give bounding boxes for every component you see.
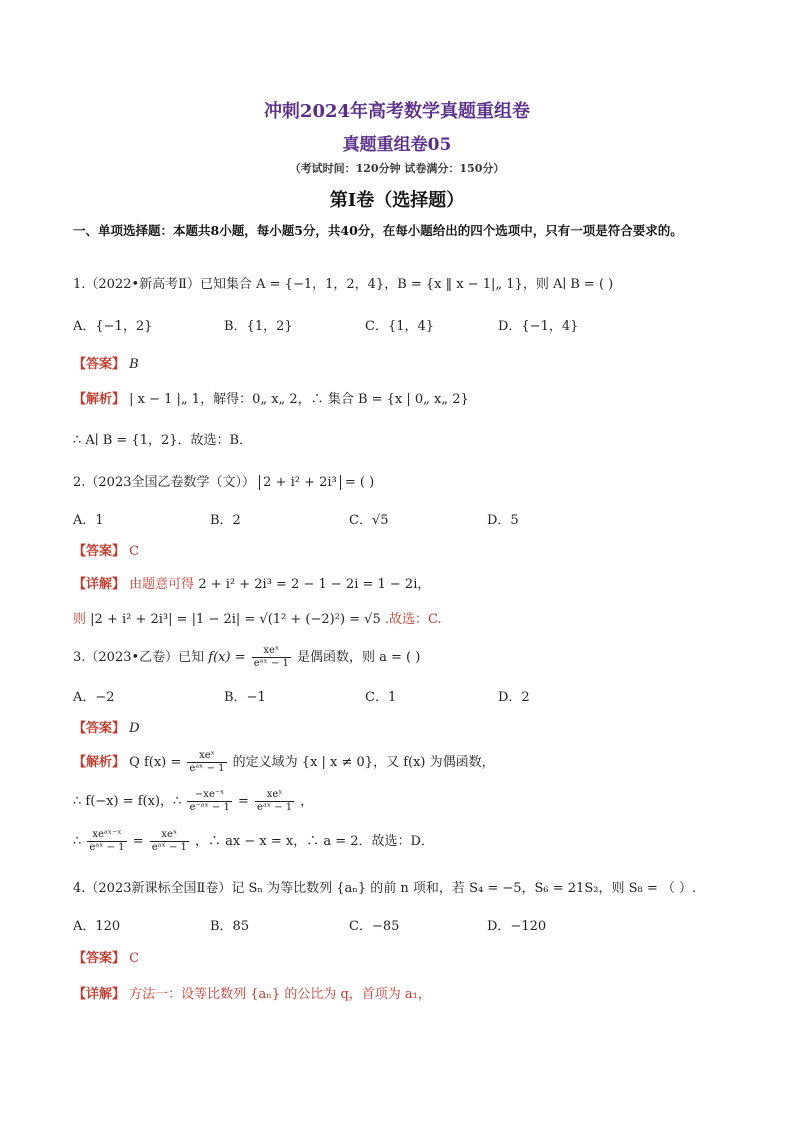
answer-label: 【答案】 [73,357,126,372]
q3-stem-prefix: 3.（2023•乙卷）已知 [73,650,205,665]
answer-label: 【答案】 [73,721,126,736]
denominator: eᵃˣ − 1 [189,763,225,774]
q1-analysis-2: ∴ A∣ B = {1，2}．故选：B． [73,433,253,448]
numerator: xeᵃˣ⁻ˣ [87,829,126,842]
q3-analysis-1-fraction [187,750,226,775]
q3-analysis-3-fraction-2 [150,829,189,854]
q2-option-c: C．√5 [349,513,389,528]
q2-stem-expr: 2 + i² + 2i³ [259,475,341,490]
exam-info: （考试时间：120分钟 试卷满分：150分） [289,162,505,175]
q1-answer-line [73,353,139,372]
q1-option-c: C．{1，4} [365,319,435,334]
q3-analysis-2-prefix: ∴ f(−x) = f(x)，∴ [73,794,182,809]
q4-option-b: B．85 [210,919,250,934]
q2-option-b: B．2 [210,513,241,528]
q2-stem-prefix: 2.（2023全国乙卷数学（文）） [73,475,255,490]
q2-option-a: A．1 [73,513,104,528]
denominator: e⁻ᵃˣ − 1 [189,802,230,813]
q4-answer: C [129,951,140,966]
q3-analysis-1-suffix: 的定义域为 {x | x ≠ 0}，又 f(x) 为偶函数， [232,755,495,770]
q2-detail-line-2 [73,608,442,627]
q3-analysis-line-2 [73,789,313,814]
q3-analysis-line-1 [73,750,495,775]
q1-analysis-1: | x − 1 |„ 1，解得：0„ x„ 2，∴ 集合 B = {x | 0„ x„ 2} [129,392,469,407]
q3-analysis-3-suffix: ，∴ ax − x = x，∴ a = 2．故选：D． [195,834,434,849]
q3-stem-suffix: 是偶函数，则 a = ( ) [297,650,421,665]
q3-analysis-1-prefix: Q f(x) = [129,755,182,770]
q2-option-d: D．5 [487,513,519,528]
numerator: xeˣ [252,645,291,658]
numerator: xeˣ [255,789,294,802]
q2-stem-suffix: = ( ) [344,475,375,490]
denominator: eᵃˣ − 1 [253,658,289,669]
numerator: xeˣ [187,750,226,763]
part-heading: 第I卷（选择题） [329,190,465,211]
q1-option-a: A．{−1，2} [73,319,153,334]
analysis-label: 【解析】 [73,755,126,770]
q1-answer: B [129,357,139,372]
q2-detail-2-suffix: .故选：C. [384,612,442,627]
detail-label: 【详解】 [73,577,126,592]
q2-stem-line [73,471,374,490]
analysis-label: 【解析】 [73,392,126,407]
q3-option-d: D．2 [498,690,530,705]
q4-option-d: D．−120 [487,919,547,934]
paper-title: 冲刺2024年高考数学真题重组卷 [263,101,531,122]
detail-label: 【详解】 [73,987,126,1002]
q3-option-a: A．−2 [73,690,115,705]
q4-detail-line-1 [73,983,431,1002]
equals-sign: = [132,834,144,849]
q2-detail-1-expr: 2 + i² + 2i³ = 2 − 1 − 2i = 1 − 2i， [198,577,431,592]
q3-stem-fraction [252,645,291,670]
answer-label: 【答案】 [73,544,126,559]
numerator: −xe⁻ˣ [187,789,231,802]
q2-detail-2-expr: |2 + i² + 2i³| = |1 − 2i| = √(1² + (−2)²) = √5 [90,612,381,627]
q3-analysis-2-fraction-2 [255,789,294,814]
q1-option-b: B．{1，2} [224,319,293,334]
q3-analysis-3-fraction-1 [87,829,126,854]
q3-option-c: C．1 [365,690,397,705]
q4-option-c: C．−85 [349,919,400,934]
q2-detail-line-1 [73,573,430,592]
q3-stem-fx: f(x) = [208,650,246,665]
denominator: eᵃˣ − 1 [151,842,187,853]
q3-option-b: B．−1 [224,690,266,705]
q3-stem-line [73,645,420,670]
q2-detail-1-prefix: 由题意可得 [129,577,195,592]
q4-answer-line [73,947,139,966]
q2-detail-2-prefix: 则 [73,612,87,627]
q1-analysis-line-1 [73,388,469,407]
q1-stem: 1.（2022•新高考Ⅱ）已知集合 A = {−1，1，2，4}，B = {x ‖ x − 1|„ 1}，则 A∣ B = ( ) [73,277,614,292]
equals-sign: = [237,794,249,809]
q2-answer: C [129,544,140,559]
numerator: xeˣ [150,829,189,842]
q4-stem: 4.（2023新课标全国Ⅱ卷）记 Sₙ 为等比数列 {aₙ} 的前 n 项和，若 S₄ = −5，S₆ = 21S₂，则 S₈ = （ ）. [73,881,697,896]
q3-analysis-3-prefix: ∴ [73,834,82,849]
q3-analysis-2-suffix: ， [300,794,314,809]
paper-subtitle: 真题重组卷05 [342,135,452,155]
q2-answer-line [73,540,139,559]
denominator: eᵃˣ − 1 [89,842,125,853]
q4-detail-1: 方法一：设等比数列 {aₙ} 的公比为 q，首项为 a₁， [129,987,431,1002]
q4-option-a: A．120 [73,919,121,934]
denominator: eᵃˣ − 1 [257,802,293,813]
answer-label: 【答案】 [73,951,126,966]
q3-answer: D [129,721,140,736]
q1-option-d: D．{−1，4} [498,319,579,334]
q3-answer-line [73,717,140,736]
section-instructions: 一、单项选择题：本题共8小题，每小题5分，共40分，在每小题给出的四个选项中，只有一项是符合要求的。 [73,223,683,238]
q3-analysis-2-fraction-1 [187,789,231,814]
q3-analysis-line-3 [73,829,434,854]
